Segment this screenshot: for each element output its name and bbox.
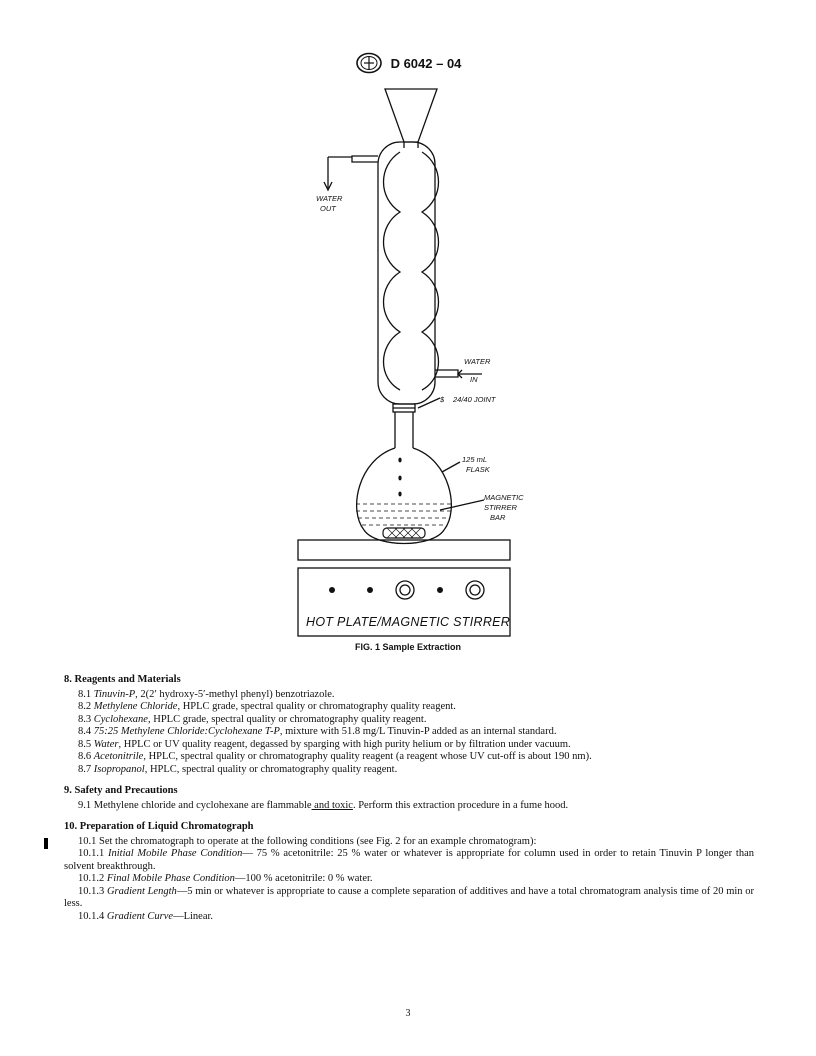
stir-bar xyxy=(383,528,425,538)
page-number: 3 xyxy=(405,1008,411,1019)
revision-change-bar xyxy=(44,838,48,849)
astm-logo-icon xyxy=(355,52,383,74)
list-item: 8.3 Cyclohexane, HPLC grade, spectral quality or chromatography quality reagent. xyxy=(78,713,427,725)
figure-caption: FIG. 1 Sample Extraction xyxy=(354,642,462,652)
water-out-label-1: WATER xyxy=(316,194,343,203)
list-item: 8.2 Methylene Chloride, HPLC grade, spectral quality or chromatography quality reagent. xyxy=(78,701,456,712)
list-item: 8.4 75:25 Methylene Chloride:Cyclohexane T-P, mixture with 51.8 mg/L Tinuvin-P added as an internal standard. xyxy=(78,726,557,737)
joint-symbol: $ xyxy=(440,395,445,404)
document-body xyxy=(64,674,754,932)
paragraph: 10.1.4 Gradient Curve—Linear. xyxy=(78,910,214,922)
joint-label: 24/40 JOINT xyxy=(453,395,496,404)
hot-plate-label: HOT PLATE/MAGNETIC STIRRER xyxy=(306,615,511,629)
flask-label-2: FLASK xyxy=(466,465,490,474)
stirrer-label-2: STIRRER xyxy=(484,503,517,512)
reagent-term: Isopropanol xyxy=(93,763,145,775)
paragraph: 10.1 Set the chromatograph to operate at the following conditions (see Fig. 2 for an example chromatogram): xyxy=(78,835,537,847)
list-item: 8.6 Acetonitrile, HPLC, spectral quality or chromatography quality reagent (a reagent whose UV cut-off is about 190 nm). xyxy=(78,751,592,762)
funnel-shape xyxy=(385,89,437,142)
stirrer-label-1: MAGNETIC xyxy=(484,493,524,502)
stirrer-label-3: BAR xyxy=(490,513,506,522)
water-in-label-2: IN xyxy=(470,375,478,384)
extraction-apparatus-figure xyxy=(290,80,530,640)
list-item: 8.7 Isopropanol, HPLC, spectral quality or chromatography quality reagent. xyxy=(78,763,398,775)
document-id: D 6042 – 04 xyxy=(390,55,462,71)
revised-text: and toxic xyxy=(311,799,353,811)
paragraph: 9.1 Methylene chloride and cyclohexane are flammable and toxic. Perform this extraction procedure in a fume hood. xyxy=(78,799,569,811)
reagent-term: Methylene Chloride xyxy=(93,701,178,712)
section-heading: 8. Reagents and Materials xyxy=(64,674,181,685)
apparatus-drawing xyxy=(290,80,530,640)
reagent-term: Cyclohexane xyxy=(93,713,148,725)
reagent-term: 75:25 Methylene Chloride:Cyclohexane T-P xyxy=(93,726,280,737)
reagent-term: Tinuvin-P xyxy=(93,688,136,700)
reagent-term: Acetonitrile xyxy=(93,751,144,762)
list-item: 8.5 Water, HPLC or UV quality reagent, degassed by sparging with high purity helium or by filtration under vacuum. xyxy=(78,738,571,750)
section-8 xyxy=(64,674,754,776)
flask-label-1: 125 mL xyxy=(462,455,488,464)
water-in-label-1: WATER xyxy=(464,357,491,366)
reagent-term: Water xyxy=(93,738,119,750)
list-item: 8.1 Tinuvin-P, 2(2′ hydroxy-5′-methyl phenyl) benzotriazole. xyxy=(78,688,335,700)
paragraph: 10.1.1 Initial Mobile Phase Condition— 75 % acetonitrile: 25 % water or whatever is appropriate for column used in order to retain Tinuvin P longer than solvent breakthrough. xyxy=(64,848,755,872)
water-out-label-2: OUT xyxy=(320,204,336,213)
section-10 xyxy=(64,821,754,923)
page-header xyxy=(0,52,816,74)
section-heading: 9. Safety and Precautions xyxy=(64,785,178,796)
section-9 xyxy=(64,785,754,812)
section-heading: 10. Preparation of Liquid Chromatograph xyxy=(64,821,254,832)
condenser-jacket xyxy=(378,142,435,404)
paragraph: 10.1.2 Final Mobile Phase Condition—100 % acetonitrile: 0 % water. xyxy=(78,873,373,884)
paragraph: 10.1.3 Gradient Length—5 min or whatever is appropriate to cause a complete separation of additives and have a total chromatogram analysis time of 20 min or less. xyxy=(64,885,754,909)
